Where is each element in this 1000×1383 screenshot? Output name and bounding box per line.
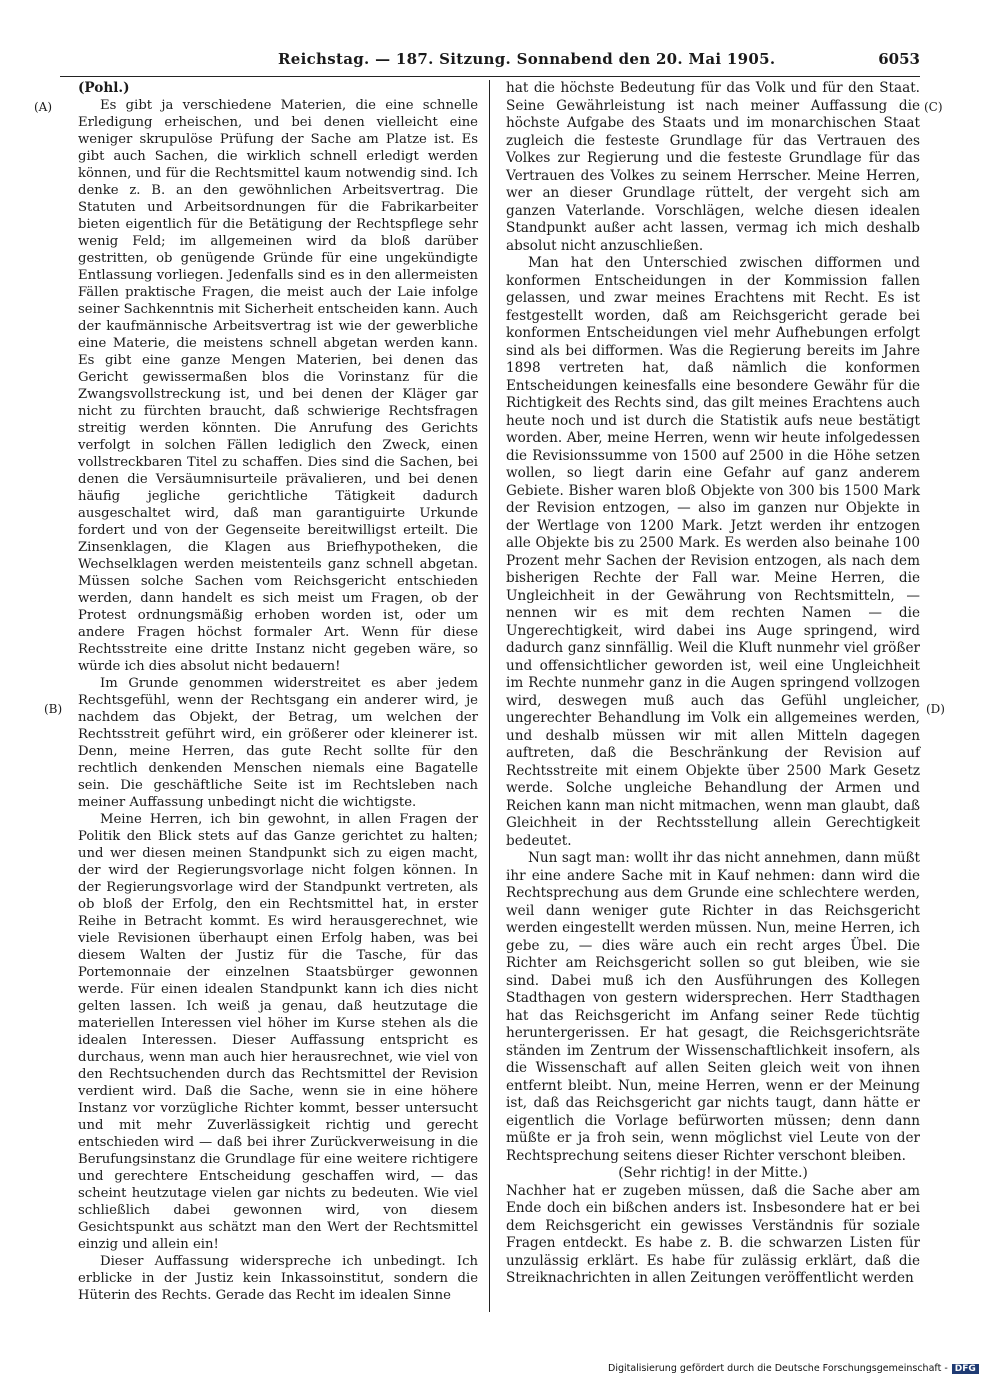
margin-label-a: (A) <box>34 100 53 114</box>
interjection: (Sehr richtig! in der Mitte.) <box>618 1165 808 1181</box>
margin-label-c: (C) <box>924 100 943 114</box>
left-column <box>78 80 478 1304</box>
speaker-name: (Pohl.) <box>78 80 130 96</box>
paragraph: Nachher hat er zugeben müssen, daß die Sache aber am Ende doch ein bißchen anders ist. Insbesondere hat er bei dem Reichsgericht ein gewisses Verständnis für soziale Fragen entdeckt. Es habe z. B. die schwarzen Listen für unzulässig erklärt. Es habe für zulässig erklärt, daß die Streiknachrichten in allen Zeitungen veröffentlicht werden <box>506 1182 920 1286</box>
paragraph: Im Grunde genommen widerstreitet es aber jedem Rechtsgefühl, wenn der Rechtsgang ein anderer wird, je nachdem das Objekt, der Betrag, um welchen der Rechtsstreit geführt wird, ein größerer oder kleinerer ist. Denn, meine Herren, das gute Recht sollte für den rechtlich denkenden Menschen niemals eine Bagatelle sein. Die geschäftliche Seite ist im Rechtsleben nach meiner Auffassung unbedingt nicht die wichtigste. <box>78 676 478 810</box>
header-rule <box>60 76 920 77</box>
dfg-logo: DFG <box>952 1364 979 1374</box>
paragraph: Nun sagt man: wollt ihr das nicht annehmen, dann müßt ihr eine andere Sache mit in Kauf nehmen: dann wird die Rechtsprechung aus dem Grunde eine schlechtere werden, weil dann weniger gute Richter in das Reichsgericht werden eingestellt werden müssen. Nun, meine Herren, ich gebe zu, — dies wäre auch ein recht arges Übel. Die Richter am Reichsgericht sollen so gut bleiben, wie sie sind. Dabei muß ich den Ausführungen des Kollegen Stadthagen von gestern widersprechen. Herr Stadthagen hat das Reichsgericht im Anfang seiner Rede tüchtig heruntergerissen. Er hat gesagt, die Reichsgerichtsräte ständen im Zentrum der Wissenschaftlichkeit insofern, als die Wissenschaft auf allen Seiten gleich weit von ihnen entfernt bleibt. Nun, meine Herren, wenn er der Meinung ist, daß das Reichsgericht gar nichts taugt, dann hätte er eigentlich die Vorlage befürworten müssen; denn dann müßte er ja froh sein, wenn möglichst viel Leute von der Rechtsprechung seitens dieser Richter verschont bleiben. <box>506 850 920 1164</box>
paragraph: Es gibt ja verschiedene Materien, die eine schnelle Erledigung erheischen, und bei denen vielleicht eine weniger skrupulöse Prüfung der Sache am Platze ist. Es gibt auch Sachen, die wirklich schnell erledigt werden können, und für die Rechtsmittel kaum notwendig sind. Ich denke z. B. an den gewöhnlichen Arbeitsvertrag. Die Statuten und Arbeitsordnungen für die Fabrikarbeiter bieten eigentlich für die Betätigung der Rechtspflege sehr wenig Feld; im allgemeinen wird da bloß darüber gestritten, ob genügende Gründe für eine ungekündigte Entlassung vorliegen. Jedenfalls sind es in den allermeisten Fällen praktische Fragen, die meist auch der Laie infolge seiner Sachkenntnis mit Sicherheit entscheiden kann. Auch der kaufmännische Arbeitsvertrag ist wie der gewerbliche eine Materie, die meistens schnell abgetan werden kann. Es gibt eine ganze Mengen Materien, bei denen das Gericht gewissermaßen blos die Vorinstanz für die Zwangsvollstreckung ist, und bei denen der Kläger gar nicht zu fürchten braucht, daß schwierige Rechtsfragen streitig werden könnten. Die Anrufung des Gerichts verfolgt in solchen Fällen lediglich den Zweck, einen vollstreckbaren Titel zu schaffen. Dies sind die Sachen, bei denen die Versäumnisurteile prävalieren, und bei denen häufig jegliche gerichtliche Tätigkeit dadurch ausgeschaltet wird, daß man garantiguirte Urkunde fordert und von der Gegenseite bereitwilligst erteilt. Die Zinsenklagen, die Klagen aus Briefhypotheken, die Wechselklagen werden meistenteils ganz schnell abgetan. Müssen solche Sachen vom Reichsgericht entschieden werden, dann handelt es sich meist um Fragen, ob der Protest ordnungsmäßig erhoben worden ist, oder um andere Fragen höchst formaler Art. Wenn für diese Rechtsstreite eine dritte Instanz nicht gegeben wäre, so würde ich dies absolut nicht bedauern! <box>78 98 478 674</box>
right-column <box>506 80 920 1288</box>
margin-label-d: (D) <box>926 702 945 716</box>
footer-credit <box>608 1363 979 1374</box>
page-number: 6053 <box>878 50 920 68</box>
paragraph: Man hat den Unterschied zwischen difformen und konformen Entscheidungen in der Kommission fallen gelassen, und zwar meines Erachtens mit Recht. Es ist festgestellt worden, daß am Reichsgericht gerade bei konformen Entscheidungen viel mehr Aufhebungen erfolgt sind als bei difformen. Was die Regierung bereits im Jahre 1898 vertreten hat, daß nämlich die konformen Entscheidungen keinesfalls eine besondere Gewähr für die Richtigkeit des Rechts sind, das gilt meines Erachtens auch heute noch und ist durch die Statistik aufs neue bestätigt worden. Aber, meine Herren, wenn wir heute infolgedessen die Revisionssumme von 1500 auf 2500 in die Höhe setzen wollen, so liegt darin eine Gefahr auf ganz anderem Gebiete. Bisher waren bloß Objekte von 300 bis 1500 Mark der Revision entzogen, — also im ganzen nur Objekte in der Wertlage von 1200 Mark. Jetzt werden ihr entzogen alle Objekte bis zu 2500 Mark. Es werden also beinahe 100 Prozent mehr Sachen der Revision entzogen, als nach dem bisherigen Rechte der Fall war. Meine Herren, die Ungleichheit in der Gewährung von Rechtsmitteln, — nennen wir es mit dem rechten Namen — die Ungerechtigkeit, wird dabei ins Auge springend, wird dadurch ganz sinnfällig. Weil die Kluft nunmehr viel größer und offensichtlicher geworden ist, weil eine Ungleichheit im Rechte nunmehr ganz in die Augen springend vollzogen wird, deswegen muß auch das Gefühl ungleicher, ungerechter Behandlung im Volk ein allgemeines werden, und deshalb müssen wir mit allen Mitteln dagegen auftreten, daß die Beschränkung der Revision auf Rechtsstreite mit einem Objekte über 2500 Mark Gesetz werde. Solche ungleiche Behandlung der Armen und Reichen kann man nicht mitmachen, wenn man glaubt, daß Gleichheit in der Rechtsstellung allein Gerechtigkeit bedeutet. <box>506 255 920 849</box>
page-header <box>60 50 920 74</box>
running-title: Reichstag. — 187. Sitzung. Sonnabend den 20. Mai 1905. <box>278 50 776 68</box>
column-divider <box>489 80 490 1312</box>
paragraph: Dieser Auffassung widerspreche ich unbedingt. Ich erblicke in der Justiz kein Inkassoinstitut, sondern die Hüterin des Rechts. Gerade das Recht im idealen Sinne <box>78 1254 478 1303</box>
paragraph: Meine Herren, ich bin gewohnt, in allen Fragen der Politik den Blick stets auf das Ganze gerichtet zu halten; und wer diesen meinen Standpunkt sich zu eigen macht, der wird der Regierungsvorlage nicht folgen können. In der Regierungsvorlage wird der Standpunkt vertreten, als ob bloß der Erfolg, den ein Rechtsmittel hat, in erster Reihe in Betracht kommt. Es wird herausgerechnet, wie viele Revisionen überhaupt einen Erfolg haben, was bei diesem Walten der Justiz für die Tasche, für das Portemonnaie der einzelnen Staatsbürger gewonnen werde. Für einen idealen Standpunkt kann ich dies nicht gelten lassen. Ich weiß ja genau, daß heutzutage die materiellen Interessen viel höher im Kurse stehen als die idealen Interessen. Dieser Auffassung entspricht es durchaus, wenn man auch hier herausrechnet, wie viel von den Rechtsuchenden durch das Rechtsmittel der Revision verdient wird. Daß die Sache, wenn sie in eine höhere Instanz vor vorzügliche Richter kommt, besser untersucht und mit mehr Zuverlässigkeit richtig und gerecht entschieden wird — daß bei ihrer Zurückverweisung in die Berufungsinstanz die Grundlage für eine weitere richtigere und gerechtere Entscheidung geschaffen wird, — das scheint heutzutage vielen gar nichts zu bedeuten. Wie viel schließlich dabei gewonnen wird, von diesem Gesichtspunkt aus schätzt man den Wert der Rechtsmittel einzig und allein ein! <box>78 812 478 1252</box>
margin-label-b: (B) <box>44 702 63 716</box>
footer-text: Digitalisierung gefördert durch die Deutsche Forschungsgemeinschaft - <box>608 1363 948 1374</box>
paragraph: hat die höchste Bedeutung für das Volk und für den Staat. Seine Gewährleistung ist nach meiner Auffassung die höchste Aufgabe des Staats und im monarchischen Staat zugleich die festeste Grundlage für das Vertrauen des Volkes zur Regierung und die festeste Grundlage für das Vertrauen des Volkes zu seinem Herrscher. Meine Herren, wer an dieser Grundlage rüttelt, der vergeht sich am ganzen Vaterlande. Vorschlägen, welche diesen idealen Standpunkt außer acht lassen, vermag ich mich deshalb absolut nicht anzuschließen. <box>506 80 920 254</box>
